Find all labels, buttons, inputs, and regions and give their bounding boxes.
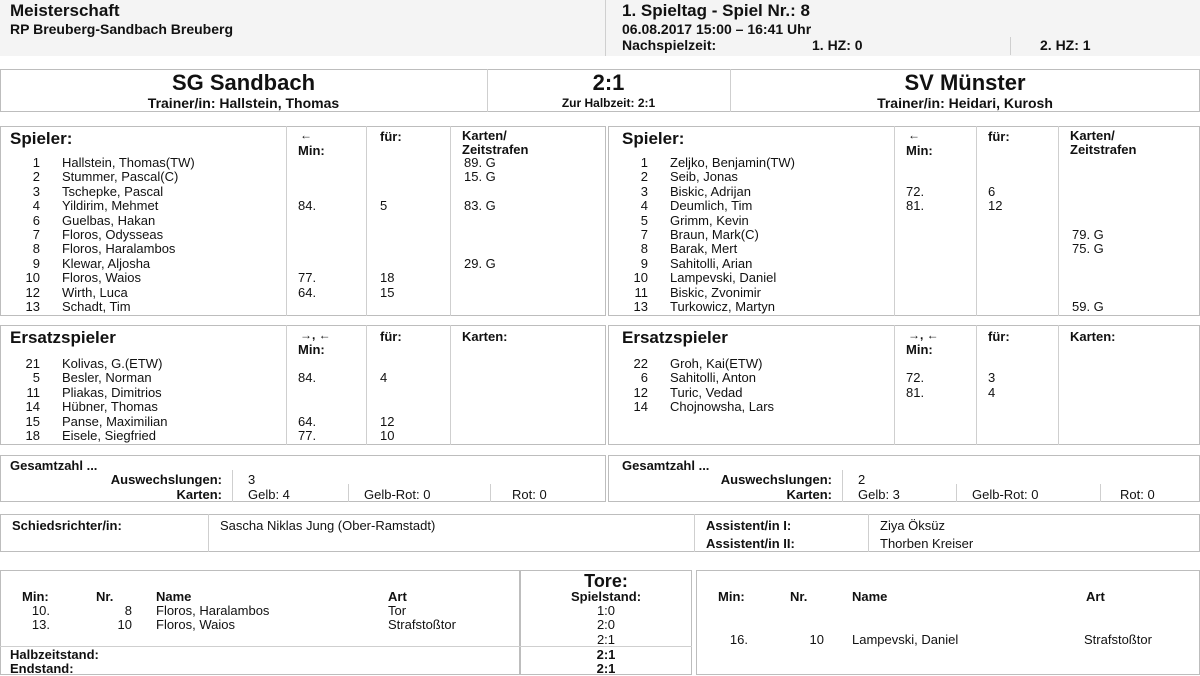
score-progress-item: 1:0 — [596, 603, 616, 618]
home-goal-type: Strafstoßtor — [388, 617, 456, 633]
home-player-number: 9 — [32, 255, 40, 271]
halftime-score: Zur Halbzeit: 2:1 — [561, 96, 656, 110]
home-goal-row — [0, 618, 520, 632]
home-goal-minute: 13. — [31, 617, 50, 633]
away-sub-min-header: Min: — [906, 342, 933, 357]
away-for-header: für: — [988, 129, 1010, 144]
away-player-name: Biskic, Adrijan — [670, 183, 751, 199]
away-player-name: Braun, Mark(C) — [670, 227, 759, 242]
away-sub-name: Groh, Kai(ETW) — [670, 356, 763, 371]
home-player-number: 3 — [32, 183, 40, 199]
home-sub-number: 5 — [32, 370, 40, 386]
home-totals-line — [232, 470, 233, 502]
away-subs-heading: Ersatzspieler — [622, 328, 728, 347]
away-player-number: 3 — [640, 183, 648, 199]
away-sub-arrows: →, ← — [908, 328, 939, 342]
away-player-number: 9 — [640, 255, 648, 271]
away-sub-row — [608, 357, 1200, 371]
home-totals-line — [348, 484, 349, 502]
away-sub-sub-for: 4 — [988, 384, 996, 400]
home-sub-row — [0, 429, 600, 443]
home-player-card: 29. G — [464, 255, 496, 271]
home-yellow-count: Gelb: 4 — [248, 487, 290, 502]
home-goal-type: Tor — [388, 603, 407, 618]
home-sub-number: 11 — [26, 384, 40, 400]
away-arrow-out: ← — [908, 128, 920, 142]
away-sub-row — [608, 400, 1200, 414]
away-sub-for-header: für: — [988, 329, 1010, 344]
header-divider — [605, 0, 606, 56]
away-sub-name: Sahitolli, Anton — [670, 370, 757, 386]
home-subs-count: 3 — [248, 472, 256, 487]
home-player-number: 7 — [32, 227, 40, 242]
referee-name: Sascha Niklas Jung (Ober-Ramstadt) — [220, 518, 436, 533]
away-totals-line — [842, 470, 843, 502]
final-score: 2:1 — [592, 70, 625, 95]
home-red-count: Rot: 0 — [512, 487, 547, 502]
away-player-name: Barak, Mert — [670, 241, 738, 257]
home-team-name: SG Sandbach — [171, 70, 316, 95]
home-player-row — [0, 286, 600, 300]
officials-line — [694, 514, 695, 552]
home-arrow-out: ← — [300, 128, 312, 142]
home-sub-for-header: für: — [380, 329, 402, 344]
away-player-card: 79. G — [1072, 227, 1104, 242]
away-yellow-count: Gelb: 3 — [858, 487, 900, 502]
home-player-sub-minute: 64. — [298, 284, 317, 300]
home-sub-row — [0, 357, 600, 371]
away-goal-min-header: Min: — [718, 589, 745, 604]
away-sub-number: 12 — [633, 384, 648, 400]
home-goal-number: 8 — [124, 603, 132, 618]
away-sub-name: Turic, Vedad — [670, 384, 743, 400]
away-player-sub-minute: 72. — [906, 183, 925, 199]
home-player-row — [0, 199, 600, 213]
matchday-title: 1. Spieltag - Spiel Nr.: 8 — [622, 1, 810, 20]
home-player-number: 12 — [25, 284, 40, 300]
home-player-name: Yildirim, Mehmet — [62, 198, 159, 214]
away-player-number: 5 — [640, 212, 648, 228]
final-score-label: Endstand: — [10, 661, 74, 676]
home-player-name: Floros, Odysseas — [62, 227, 164, 242]
score-progress-header: Spielstand: — [570, 589, 642, 604]
away-player-card: 75. G — [1072, 241, 1104, 257]
away-goal-minute: 16. — [729, 632, 748, 647]
away-player-row — [608, 286, 1200, 300]
away-player-name: Zeljko, Benjamin(TW) — [670, 155, 795, 170]
home-player-card: 89. G — [464, 155, 496, 170]
home-sub-row — [0, 371, 600, 385]
home-player-name: Schadt, Tim — [62, 299, 131, 314]
home-cards-label: Karten: — [176, 487, 222, 502]
home-totals-line — [490, 484, 491, 502]
away-totals-line — [1100, 484, 1101, 502]
home-sub-sub-minute: 64. — [298, 413, 317, 429]
away-goal-name-header: Name — [852, 589, 888, 604]
away-total-label: Gesamtzahl ... — [622, 458, 710, 473]
home-player-name: Klewar, Aljosha — [62, 255, 151, 271]
home-player-row — [0, 271, 600, 285]
assistant1-name: Ziya Öksüz — [880, 518, 946, 533]
away-player-number: 1 — [640, 155, 648, 170]
away-goal-scorer: Lampevski, Daniel — [852, 632, 959, 647]
home-player-name: Floros, Waios — [62, 270, 141, 286]
away-sub-name: Chojnowsha, Lars — [670, 399, 775, 415]
home-goal-type-header: Art — [388, 589, 407, 604]
away-player-row — [608, 156, 1200, 170]
goals-title: Tore: — [584, 571, 628, 591]
away-player-name: Biskic, Zvonimir — [670, 284, 762, 300]
home-sub-sub-minute: 84. — [298, 370, 317, 386]
away-player-sub-for: 12 — [988, 198, 1003, 214]
away-yellowred-count: Gelb-Rot: 0 — [972, 487, 1039, 502]
home-sub-number: 14 — [25, 399, 40, 415]
extra-time-divider — [1010, 37, 1011, 55]
away-player-name: Grimm, Kevin — [670, 212, 749, 228]
home-sub-sub-for: 4 — [380, 370, 388, 386]
halftime-score-value: 2:1 — [596, 647, 616, 662]
home-sub-min-header: Min: — [298, 342, 325, 357]
officials-panel — [0, 514, 1200, 552]
home-cards-header-1: Karten/ — [462, 128, 507, 143]
score-progress-item: 2:1 — [596, 631, 616, 647]
home-player-row — [0, 185, 600, 199]
away-player-number: 4 — [640, 198, 648, 214]
home-goal-nr-header: Nr. — [96, 589, 114, 604]
extra-time-first-half: 1. HZ: 0 — [812, 37, 863, 53]
home-sub-name: Besler, Norman — [62, 370, 152, 386]
away-sub-number: 22 — [633, 356, 648, 371]
home-player-name: Guelbas, Hakan — [62, 212, 156, 228]
referee-label: Schiedsrichter/in: — [12, 518, 122, 533]
assistant2-label: Assistent/in II: — [706, 536, 795, 551]
home-trainer: Trainer/in: Hallstein, Thomas — [147, 95, 340, 111]
home-goal-scorer: Floros, Waios — [156, 617, 235, 633]
away-cards-label: Karten: — [786, 487, 832, 502]
away-player-row — [608, 271, 1200, 285]
away-player-row — [608, 242, 1200, 256]
home-goal-scorer: Floros, Haralambos — [156, 603, 270, 618]
away-player-name: Turkowicz, Martyn — [670, 299, 775, 314]
home-sub-arrows: →, ← — [300, 328, 331, 342]
away-sub-row — [608, 371, 1200, 385]
away-goal-type-header: Art — [1086, 589, 1105, 604]
home-sub-sub-minute: 77. — [298, 428, 317, 443]
home-sub-number: 15 — [25, 413, 40, 429]
away-sub-sub-for: 3 — [988, 370, 996, 386]
match-datetime: 06.08.2017 15:00 – 16:41 Uhr — [622, 21, 812, 37]
away-player-name: Deumlich, Tim — [670, 198, 753, 214]
home-player-row — [0, 300, 600, 314]
away-sub-row — [608, 386, 1200, 400]
home-player-card: 83. G — [464, 198, 496, 214]
extra-time-label: Nachspielzeit: — [622, 37, 717, 53]
home-player-row — [0, 156, 600, 170]
home-player-number: 1 — [32, 155, 40, 170]
home-player-number: 10 — [25, 270, 40, 286]
home-player-number: 6 — [32, 212, 40, 228]
home-goal-minute: 10. — [31, 603, 50, 618]
home-sub-name: Pliakas, Dimitrios — [62, 384, 162, 400]
away-goal-row — [696, 633, 1200, 647]
away-player-sub-minute: 81. — [906, 198, 925, 214]
home-sub-sub-for: 10 — [380, 428, 395, 443]
away-player-row — [608, 185, 1200, 199]
away-player-name: Lampevski, Daniel — [670, 270, 777, 286]
home-player-name: Tschepke, Pascal — [62, 183, 164, 199]
home-player-row — [0, 228, 600, 242]
away-team-name: SV Münster — [904, 70, 1026, 95]
home-player-name: Floros, Haralambos — [62, 241, 176, 257]
away-player-row — [608, 199, 1200, 213]
home-goal-min-header: Min: — [22, 589, 49, 604]
home-player-number: 8 — [32, 241, 40, 257]
officials-line — [208, 514, 209, 552]
home-player-name: Hallstein, Thomas(TW) — [62, 155, 195, 170]
home-player-row — [0, 257, 600, 271]
home-player-number: 13 — [25, 299, 40, 314]
away-player-number: 7 — [640, 227, 648, 242]
away-player-number: 2 — [640, 169, 648, 185]
home-sub-row — [0, 386, 600, 400]
home-sub-row — [0, 400, 600, 414]
away-player-sub-for: 6 — [988, 183, 996, 199]
away-goals-panel — [696, 570, 1200, 675]
halftime-score-label: Halbzeitstand: — [10, 647, 99, 662]
assistant1-label: Assistent/in I: — [706, 518, 792, 533]
away-player-row — [608, 228, 1200, 242]
home-player-row — [0, 242, 600, 256]
away-player-number: 8 — [640, 241, 648, 257]
home-player-sub-for: 5 — [380, 198, 388, 214]
away-player-number: 10 — [633, 270, 648, 286]
home-sub-name: Panse, Maximilian — [62, 413, 168, 429]
away-player-number: 13 — [633, 299, 648, 314]
away-red-count: Rot: 0 — [1120, 487, 1155, 502]
away-player-card: 59. G — [1072, 299, 1104, 314]
home-goal-number: 10 — [117, 617, 132, 633]
away-sub-sub-minute: 72. — [906, 370, 925, 386]
home-subs-count-label: Auswechslungen: — [110, 472, 222, 487]
away-sub-number: 6 — [640, 370, 648, 386]
away-trainer: Trainer/in: Heidari, Kurosh — [877, 95, 1053, 111]
home-min-header: Min: — [298, 143, 325, 158]
home-subs-heading: Ersatzspieler — [10, 328, 116, 347]
extra-time-second-half: 2. HZ: 1 — [1040, 37, 1091, 53]
away-player-number: 11 — [634, 284, 648, 300]
away-player-row — [608, 170, 1200, 184]
home-sub-sub-for: 12 — [380, 413, 395, 429]
away-sub-sub-minute: 81. — [906, 384, 925, 400]
away-cards-header-1: Karten/ — [1070, 128, 1115, 143]
home-player-name: Wirth, Luca — [62, 284, 128, 300]
home-sub-number: 21 — [25, 356, 40, 371]
home-sub-name: Eisele, Siegfried — [62, 428, 156, 443]
away-goal-number: 10 — [809, 632, 824, 647]
home-sub-row — [0, 415, 600, 429]
away-player-row — [608, 300, 1200, 314]
away-totals-line — [956, 484, 957, 502]
away-goal-nr-header: Nr. — [790, 589, 808, 604]
home-player-card: 15. G — [464, 169, 496, 185]
home-player-number: 4 — [32, 198, 40, 214]
home-player-sub-minute: 77. — [298, 270, 317, 286]
away-sub-cards-header: Karten: — [1070, 329, 1116, 344]
score-progress-item: 2:0 — [596, 617, 616, 633]
home-player-row — [0, 170, 600, 184]
home-total-label: Gesamtzahl ... — [10, 458, 98, 473]
away-player-name: Sahitolli, Arian — [670, 255, 753, 271]
home-goal-row — [0, 604, 520, 618]
away-subs-count: 2 — [858, 472, 866, 487]
home-player-name: Stummer, Pascal(C) — [62, 169, 179, 185]
final-score-value: 2:1 — [596, 661, 616, 676]
home-sub-name: Hübner, Thomas — [62, 399, 158, 415]
away-player-row — [608, 214, 1200, 228]
away-min-header: Min: — [906, 143, 933, 158]
home-goal-name-header: Name — [156, 589, 192, 604]
away-goal-type: Strafstoßtor — [1084, 632, 1152, 647]
home-sub-name: Kolivas, G.(ETW) — [62, 356, 163, 371]
league-name: RP Breuberg-Sandbach Breuberg — [10, 21, 234, 37]
home-sub-number: 18 — [25, 428, 40, 443]
home-player-sub-for: 15 — [380, 284, 395, 300]
away-subs-count-label: Auswechslungen: — [720, 472, 832, 487]
officials-line — [868, 514, 869, 552]
competition-title: Meisterschaft — [10, 1, 120, 20]
away-players-heading: Spieler: — [622, 129, 685, 148]
home-player-row — [0, 214, 600, 228]
home-for-header: für: — [380, 129, 402, 144]
home-player-sub-minute: 84. — [298, 198, 317, 214]
away-cards-header-2: Zeitstrafen — [1070, 142, 1137, 157]
home-players-heading: Spieler: — [10, 129, 73, 148]
home-sub-cards-header: Karten: — [462, 329, 508, 344]
home-player-number: 2 — [32, 169, 40, 185]
home-player-sub-for: 18 — [380, 270, 395, 286]
away-player-row — [608, 257, 1200, 271]
assistant2-name: Thorben Kreiser — [880, 536, 974, 551]
home-yellowred-count: Gelb-Rot: 0 — [364, 487, 431, 502]
away-sub-number: 14 — [633, 399, 648, 415]
home-cards-header-2: Zeitstrafen — [462, 142, 529, 157]
away-player-name: Seib, Jonas — [670, 169, 738, 185]
